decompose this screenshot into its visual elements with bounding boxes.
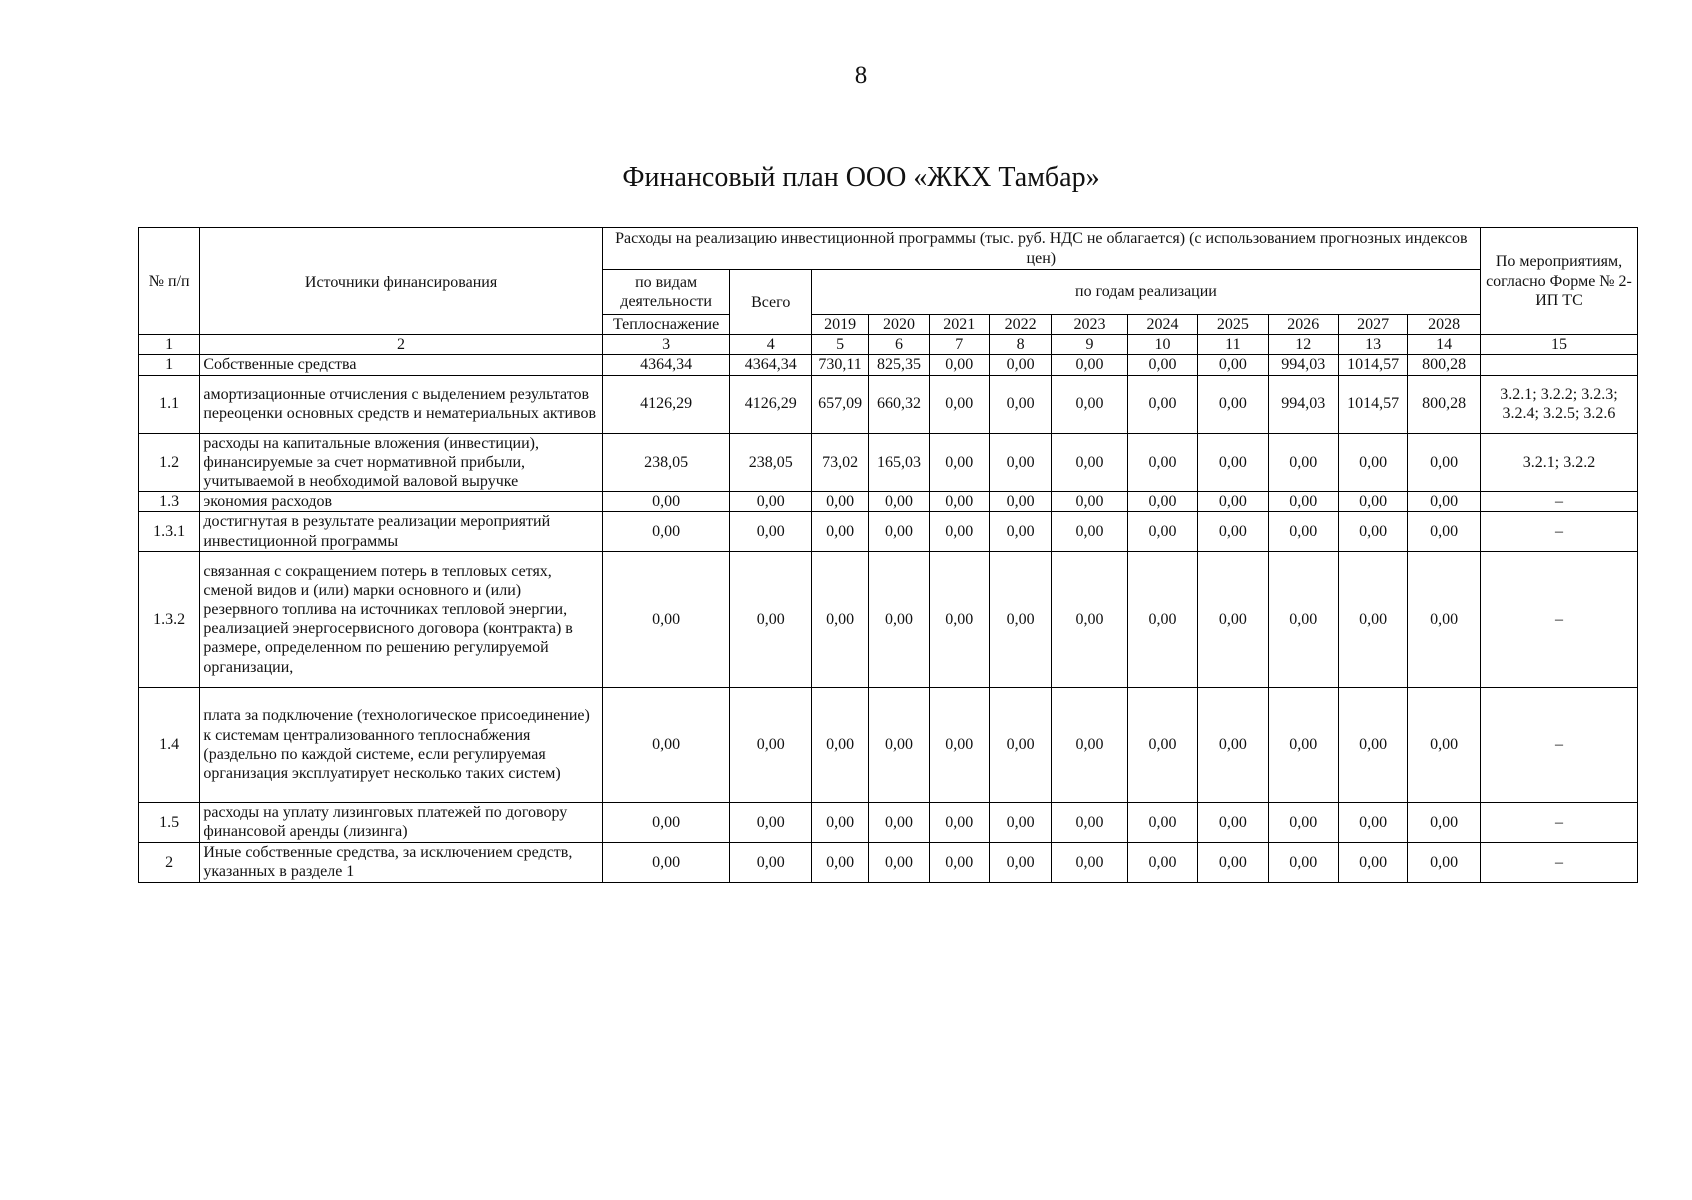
row-year-value: 0,00 (929, 551, 989, 687)
row-year-value: 0,00 (1127, 802, 1197, 842)
page-title: Финансовый план ООО «ЖКХ Тамбар» (622, 162, 1100, 193)
row-activity: 0,00 (602, 802, 730, 842)
row-total: 0,00 (730, 687, 811, 802)
header-by-activity: по видам деятельности (602, 270, 730, 315)
row-year-value: 0,00 (869, 687, 929, 802)
row-num: 1.4 (139, 687, 200, 802)
row-year-value: 0,00 (811, 687, 868, 802)
row-total: 4126,29 (730, 375, 811, 433)
row-activity: 4126,29 (602, 375, 730, 433)
row-total: 0,00 (730, 492, 811, 512)
row-activity: 0,00 (602, 492, 730, 512)
row-year-value: 0,00 (989, 842, 1051, 882)
column-number: 13 (1338, 335, 1407, 355)
row-activity: 0,00 (602, 842, 730, 882)
row-num: 1.5 (139, 802, 200, 842)
row-year-value: 0,00 (929, 842, 989, 882)
row-num: 1.1 (139, 375, 200, 433)
row-measures: 3.2.1; 3.2.2; 3.2.3; 3.2.4; 3.2.5; 3.2.6 (1480, 375, 1637, 433)
row-year-value: 0,00 (929, 802, 989, 842)
row-measures: – (1480, 802, 1637, 842)
header-year: 2025 (1198, 315, 1268, 335)
column-number: 15 (1480, 335, 1637, 355)
table-row (139, 355, 1638, 375)
header-year: 2023 (1052, 315, 1127, 335)
header-num: № п/п (139, 228, 200, 335)
row-year-value: 0,00 (869, 492, 929, 512)
row-year-value: 165,03 (869, 433, 929, 492)
header-year: 2026 (1268, 315, 1338, 335)
header-total: Всего (730, 270, 811, 335)
header-by-years: по годам реализации (811, 270, 1480, 315)
row-year-value: 0,00 (1338, 551, 1407, 687)
row-year-value: 0,00 (929, 355, 989, 375)
row-year-value: 0,00 (1408, 687, 1481, 802)
table-row (139, 842, 1638, 882)
row-year-value: 0,00 (1198, 551, 1268, 687)
row-total: 0,00 (730, 551, 811, 687)
row-num: 1 (139, 355, 200, 375)
row-source: связанная с сокращением потерь в тепловых сетях, сменой видов и (или) марки основного и (или) резервного топлива на источниках тепловой энергии, реализацией энергосервисного договора (контракта) в размере, определенном по решению регулируемой организации, (200, 551, 602, 687)
row-total: 238,05 (730, 433, 811, 492)
row-year-value: 0,00 (1198, 433, 1268, 492)
row-year-value: 0,00 (929, 433, 989, 492)
column-number: 7 (929, 335, 989, 355)
row-year-value: 825,35 (869, 355, 929, 375)
column-number: 3 (602, 335, 730, 355)
row-year-value: 0,00 (1127, 842, 1197, 882)
row-year-value: 0,00 (1198, 375, 1268, 433)
column-number: 14 (1408, 335, 1481, 355)
header-year: 2022 (989, 315, 1051, 335)
row-year-value: 0,00 (1338, 512, 1407, 551)
row-year-value: 0,00 (929, 512, 989, 551)
row-year-value: 0,00 (811, 492, 868, 512)
row-measures: – (1480, 842, 1637, 882)
column-number: 1 (139, 335, 200, 355)
row-source: Иные собственные средства, за исключением средств, указанных в разделе 1 (200, 842, 602, 882)
row-year-value: 800,28 (1408, 375, 1481, 433)
table-row (139, 375, 1638, 433)
row-year-value: 0,00 (989, 375, 1051, 433)
row-measures: – (1480, 492, 1637, 512)
header-measures: По мероприятиям, согласно Форме № 2-ИП ТС (1480, 228, 1637, 335)
row-source: плата за подключение (технологическое присоединение) к системам централизованного теплоснабжения (раздельно по каждой системе, если регулируемая организация эксплуатирует несколько таких систем) (200, 687, 602, 802)
row-year-value: 1014,57 (1338, 375, 1407, 433)
row-year-value: 0,00 (1268, 802, 1338, 842)
table-row (139, 551, 1638, 687)
row-year-value: 0,00 (989, 512, 1051, 551)
row-year-value: 0,00 (1052, 842, 1127, 882)
row-source: достигнутая в результате реализации мероприятий инвестиционной программы (200, 512, 602, 551)
row-year-value: 0,00 (1127, 355, 1197, 375)
row-year-value: 0,00 (1052, 433, 1127, 492)
table-row (139, 512, 1638, 551)
row-year-value: 730,11 (811, 355, 868, 375)
row-year-value: 0,00 (1268, 551, 1338, 687)
table-row (139, 802, 1638, 842)
row-year-value: 0,00 (1268, 433, 1338, 492)
column-number: 5 (811, 335, 868, 355)
row-year-value: 657,09 (811, 375, 868, 433)
row-year-value: 0,00 (1268, 492, 1338, 512)
header-year: 2021 (929, 315, 989, 335)
row-total: 0,00 (730, 842, 811, 882)
header-year: 2027 (1338, 315, 1407, 335)
row-year-value: 0,00 (1338, 687, 1407, 802)
row-year-value: 0,00 (1408, 512, 1481, 551)
row-year-value: 0,00 (811, 842, 868, 882)
row-year-value: 1014,57 (1338, 355, 1407, 375)
row-year-value: 0,00 (1127, 492, 1197, 512)
header-year: 2028 (1408, 315, 1481, 335)
header-expenses: Расходы на реализацию инвестиционной программы (тыс. руб. НДС не облагается) (с использованием прогнозных индексов цен) (602, 228, 1480, 270)
row-year-value: 0,00 (1408, 551, 1481, 687)
row-measures: – (1480, 551, 1637, 687)
row-total: 0,00 (730, 512, 811, 551)
row-year-value: 0,00 (1052, 551, 1127, 687)
row-year-value: 0,00 (1408, 433, 1481, 492)
row-year-value: 0,00 (811, 551, 868, 687)
row-year-value: 0,00 (1408, 802, 1481, 842)
row-year-value: 0,00 (1052, 492, 1127, 512)
financial-plan-table (138, 227, 1638, 883)
row-year-value: 0,00 (811, 512, 868, 551)
row-source: расходы на уплату лизинговых платежей по договору финансовой аренды (лизинга) (200, 802, 602, 842)
header-year: 2020 (869, 315, 929, 335)
row-num: 1.2 (139, 433, 200, 492)
row-year-value: 0,00 (1408, 492, 1481, 512)
row-year-value: 0,00 (989, 551, 1051, 687)
row-activity: 0,00 (602, 687, 730, 802)
row-year-value: 800,28 (1408, 355, 1481, 375)
row-year-value: 0,00 (869, 512, 929, 551)
row-year-value: 0,00 (1127, 375, 1197, 433)
row-year-value: 0,00 (1052, 687, 1127, 802)
column-number: 12 (1268, 335, 1338, 355)
row-year-value: 0,00 (1338, 802, 1407, 842)
row-year-value: 0,00 (989, 492, 1051, 512)
row-year-value: 0,00 (1268, 512, 1338, 551)
column-number: 6 (869, 335, 929, 355)
row-total: 0,00 (730, 802, 811, 842)
row-measures: – (1480, 512, 1637, 551)
row-year-value: 0,00 (1052, 802, 1127, 842)
row-year-value: 0,00 (1052, 355, 1127, 375)
row-source: расходы на капитальные вложения (инвестиции), финансируемые за счет нормативной прибыли, учитываемой в необходимой валовой выручке (200, 433, 602, 492)
row-year-value: 0,00 (1127, 433, 1197, 492)
row-year-value: 0,00 (1052, 512, 1127, 551)
row-year-value: 0,00 (1198, 687, 1268, 802)
row-year-value: 73,02 (811, 433, 868, 492)
row-num: 1.3 (139, 492, 200, 512)
row-year-value: 0,00 (1127, 551, 1197, 687)
row-year-value: 0,00 (1268, 687, 1338, 802)
row-measures: 3.2.1; 3.2.2 (1480, 433, 1637, 492)
header-source: Источники финансирования (200, 228, 602, 335)
row-year-value: 0,00 (1198, 802, 1268, 842)
row-year-value: 660,32 (869, 375, 929, 433)
row-year-value: 0,00 (989, 433, 1051, 492)
row-measures: – (1480, 687, 1637, 802)
row-num: 2 (139, 842, 200, 882)
row-source: Собственные средства (200, 355, 602, 375)
row-year-value: 0,00 (1198, 492, 1268, 512)
column-number: 8 (989, 335, 1051, 355)
row-year-value: 0,00 (1127, 687, 1197, 802)
row-year-value: 994,03 (1268, 375, 1338, 433)
column-number: 9 (1052, 335, 1127, 355)
row-activity: 0,00 (602, 551, 730, 687)
row-source: экономия расходов (200, 492, 602, 512)
row-year-value: 0,00 (1198, 355, 1268, 375)
column-number: 10 (1127, 335, 1197, 355)
row-year-value: 0,00 (1052, 375, 1127, 433)
row-year-value: 0,00 (989, 802, 1051, 842)
row-year-value: 0,00 (869, 802, 929, 842)
row-activity: 0,00 (602, 512, 730, 551)
row-year-value: 0,00 (929, 492, 989, 512)
row-source: амортизационные отчисления с выделением результатов переоценки основных средств и нематериальных активов (200, 375, 602, 433)
row-measures (1480, 355, 1637, 375)
row-year-value: 0,00 (1338, 842, 1407, 882)
row-year-value: 0,00 (1408, 842, 1481, 882)
row-year-value: 0,00 (989, 355, 1051, 375)
column-number: 2 (200, 335, 602, 355)
row-year-value: 0,00 (869, 551, 929, 687)
header-heat-supply: Теплоснажение (602, 315, 730, 335)
row-year-value: 0,00 (869, 842, 929, 882)
row-total: 4364,34 (730, 355, 811, 375)
row-year-value: 0,00 (1338, 433, 1407, 492)
row-year-value: 0,00 (1338, 492, 1407, 512)
row-year-value: 0,00 (1198, 842, 1268, 882)
header-year: 2024 (1127, 315, 1197, 335)
row-year-value: 0,00 (1127, 512, 1197, 551)
row-year-value: 0,00 (811, 802, 868, 842)
row-num: 1.3.2 (139, 551, 200, 687)
page-number: 8 (854, 62, 868, 89)
column-number: 11 (1198, 335, 1268, 355)
table-row (139, 687, 1638, 802)
row-activity: 238,05 (602, 433, 730, 492)
row-year-value: 0,00 (929, 687, 989, 802)
row-year-value: 0,00 (989, 687, 1051, 802)
row-year-value: 0,00 (1198, 512, 1268, 551)
row-activity: 4364,34 (602, 355, 730, 375)
table-row (139, 492, 1638, 512)
header-year: 2019 (811, 315, 868, 335)
table-row (139, 433, 1638, 492)
column-number: 4 (730, 335, 811, 355)
row-year-value: 994,03 (1268, 355, 1338, 375)
row-num: 1.3.1 (139, 512, 200, 551)
row-year-value: 0,00 (1268, 842, 1338, 882)
row-year-value: 0,00 (929, 375, 989, 433)
